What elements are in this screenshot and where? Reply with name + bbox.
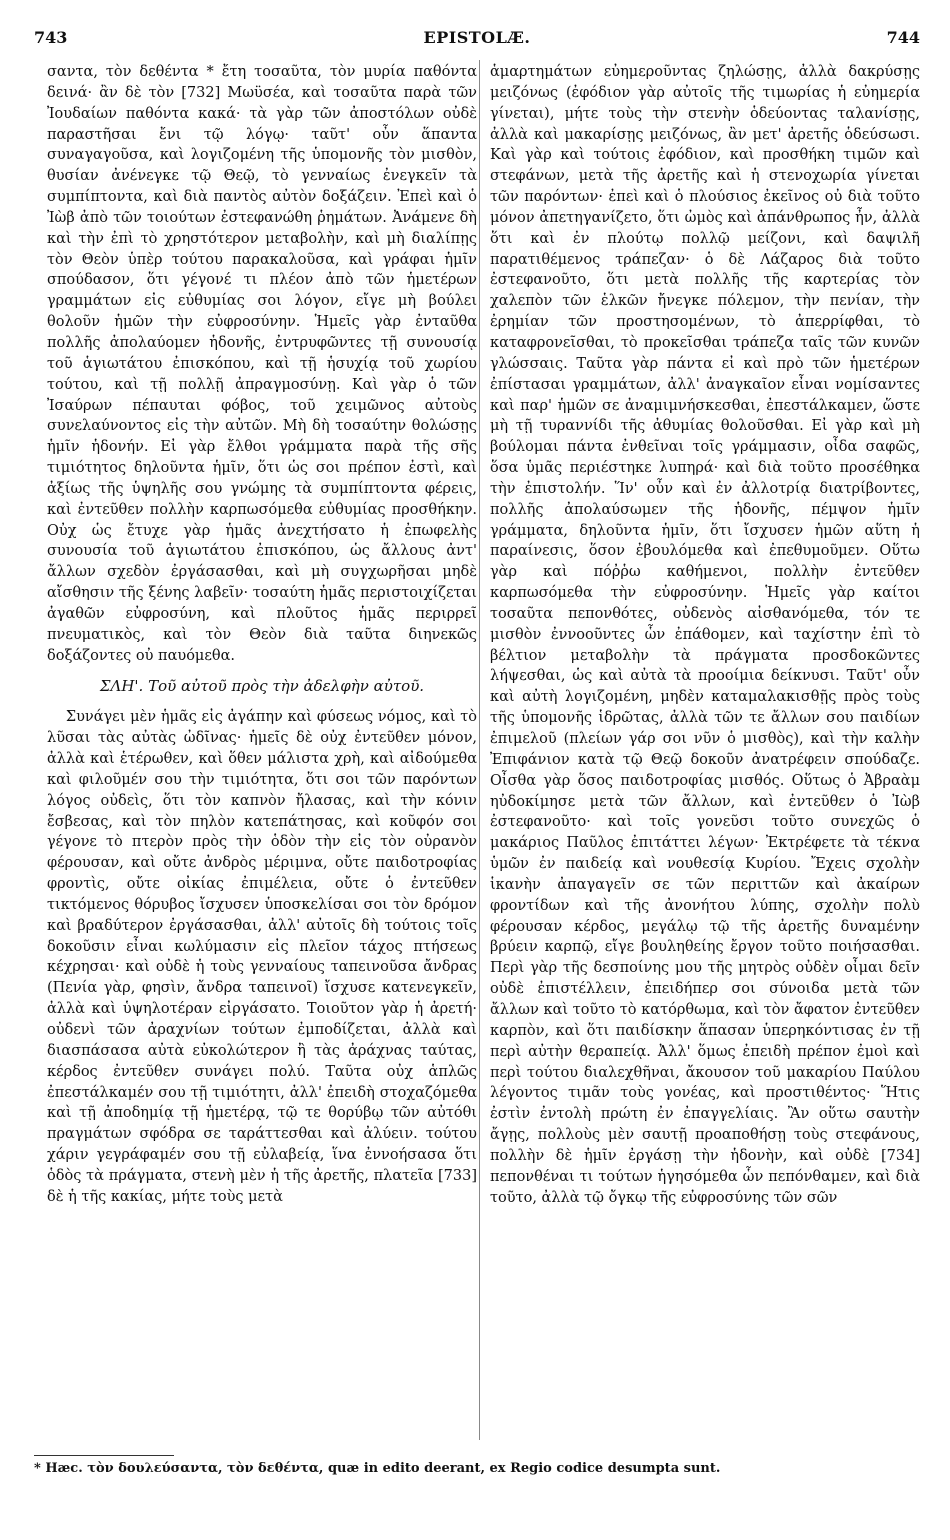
column-divider xyxy=(479,60,480,1440)
footnote-rule xyxy=(34,1455,174,1456)
footnote: * Hæc. τὸν δουλεύσαντα, τὸν δεθέντα, quæ in edito deerant, ex Regio codice desumpta sunt. xyxy=(34,1461,721,1476)
page-number-right: 744 xyxy=(886,28,920,47)
right-paragraph-1: ἁμαρτημάτων εὐημεροῦντας ζηλώσῃς, ἀλλὰ δακρύσῃς μειζόνως (ἐφόδιον γὰρ αὐτοῖς τῆς τιμωρίας ἡ εὐημερία γίνεται), μήτε τοὺς τὴν στενὴν ὁδεύοντας ταλανίσῃς, ἀλλὰ καὶ μακαρίσῃς μειζόνως, ἂν μετ' ἀρετῆς ὁδεύσωσι. Καὶ γὰρ καὶ τούτοις ἐφόδιον, καὶ προσθήκη τιμῶν καὶ στεφάνων, μετὰ τῆς ἀρετῆς καὶ ἡ στενοχωρία γίνεται τῶν παρόντων· ἐπεὶ καὶ ὁ πλούσιος ἐκεῖνος οὐ διὰ τοῦτο μόνον ἀπετηγανίζετο, ὅτι ὠμὸς καὶ ἀπάνθρωπος ἦν, ἀλλὰ ὅτι καὶ ἐν πλούτῳ πολλῷ μείζονι, καὶ δαψιλῆ παρατιθέμενος τράπεζαν· ὁ δὲ Λάζαρος διὰ τοῦτο ἐστεφανοῦτο, ὅτι μετὰ πολλῆς τῆς καρτερίας τὸν χαλεπὸν τῶν ἑλκῶν ἤνεγκε πόλεμον, τὴν πενίαν, τὴν ἐρημίαν τῶν προστησομένων, τὸ ἀπερρίφθαι, τὸ καταφρονεῖσθαι, τὸ προκεῖσθαι τράπεζα ταῖς τῶν κυνῶν γλώσσαις. Ταῦτα γὰρ πάντα εἰ καὶ πρὸ τῶν ἡμετέρων ἐπίστασαι γραμμάτων, ἀλλ' ἀναγκαῖον εἶναι νομίσαντες καὶ παρ' ἡμῶν σε ἀναμιμνήσκεσθαι, ἐπεστάλκαμεν, ὥστε μὴ τῇ τυραννίδι τῆς ἀθυμίας θολοῦσθαι. Εἰ γὰρ καὶ μὴ βούλομαι πάντα ἐνθεῖναι τοῖς γράμμασιν, οἶδα σαφῶς, ὅσα ὑμᾶς περιέστηκε λυπηρά· καὶ διὰ τοῦτο προσέθηκα τὴν ἐπιστολήν. Ἵν' οὖν καὶ ἐν ἀλλοτρίᾳ διατρίβοντες, πολλῆς ἀπολαύσωμεν τῆς ἡδονῆς, πέμψον ἡμῖν γράμματα, δηλοῦντα ἡμῖν, ὅτι ἴσχυσεν ἡμῶν αὕτη ἡ παραίνεσις, ὅσον ἐβουλόμεθα καὶ ἐπεθυμοῦμεν. Οὕτω γὰρ καὶ πόῤῥω καθήμενοι, πολλὴν ἐντεῦθεν καρπωσόμεθα τὴν εὐφροσύνην. Ἡμεῖς γὰρ καίτοι τοσαῦτα πεπονθότες, οὐδενὸς αἰσθανόμεθα, τόν τε μισθὸν ἐννοοῦντες ὧν ἐπάθομεν, καὶ ταχίστην ἐπὶ τὸ βέλτιον μεταβολὴν τὰ πράγματα προσδοκῶντες λήψεσθαι, ὡς καὶ αὐτὰ τὰ προοίμια δείκνυσι. Ταῦτ' οὖν καὶ αὐτὴ λογιζομένη, μηδὲν καταμαλακισθῇς πρὸς τοὺς τῆς ὑπομονῆς ἱδρῶτας, ἀλλὰ τῶν τε ἄλλων σου παιδίων ἐπιμελοῦ (πλείων γάρ σοι νῦν ὁ μισθὸς), καὶ τὴν καλὴν Ἐπιφάνιον κατὰ τῷ Θεῷ δοκοῦν ἀνατρέφειν σπούδαζε. Οἶσθα γὰρ ὅσος παιδοτροφίας μισθός. Οὕτως ὁ Ἀβραὰμ ηὐδοκίμησε μετὰ τῶν ἄλλων, καὶ ἐντεῦθεν ὁ Ἰὼβ ἐστεφανοῦτο· καὶ τοῖς γονεῦσι τοῦτο συνεχῶς ὁ μακάριος Παῦλος ἐπιτάττει λέγων· Ἐκτρέφετε τὰ τέκνα ὑμῶν ἐν παιδείᾳ καὶ νουθεσίᾳ Κυρίου. Ἔχεις σχολὴν ἱκανὴν ἀπαγαγεῖν σε τῶν περιττῶν καὶ ἀκαίρων φροντίδων καὶ τῆς ἀνονήτου λύπης, σχολὴν πολὺ φέρουσαν κέρδος, μεγάλῳ τῷ τῆς ἀρετῆς δυναμένην βρύειν καρπῷ, εἴγε βουληθείης ἔργον τοῦτο ποιήσασθαι. Περὶ γὰρ τῆς δεσποίνης μου τῆς μητρὸς οὐδὲν οἶμαι δεῖν οὐδὲ ἐπιστέλλειν, ἐπειδήπερ σοι σύνοιδα μετὰ τῶν ἄλλων καὶ τοῦτο τὸ κατόρθωμα, καὶ τὸν ἄφατον ἐντεῦθεν καρπὸν, καὶ ὅτι παιδίσκην ἅπασαν ὑπερηκόντισας ἐν τῇ περὶ αὐτὴν θεραπείᾳ. Ἀλλ' ὅμως ἐπειδὴ πρέπον ἐμοὶ καὶ περὶ τούτου διαλεχθῆναι, ἄκουσον τοῦ μακαρίου Παύλου λέγοντος τιμᾶν τοὺς γονέας, καὶ προστιθέντος· Ἥτις ἐστὶν ἐντολὴ πρώτη ἐν ἐπαγγελίαις. Ἂν οὕτω σαυτὴν ἄγῃς, πολλοὺς μὲν σαυτῇ προαποθήσῃ τοὺς στεφάνους, πολλὴν δὲ ἡμῖν ἐργάσῃ τὴν ἡδονὴν, καὶ οὐδὲ [734] πεπονθέναι τι τούτων ἡγησόμεθα ὧν πεπόνθαμεν, καὶ διὰ τοῦτο, ἀλλὰ τῷ ὄγκῳ τῆς εὐφροσύνης τῶν σῶν xyxy=(490,64,920,1206)
left-column xyxy=(47,62,477,1208)
right-column xyxy=(490,62,920,1208)
left-paragraph-2: Συνάγει μὲν ἡμᾶς εἰς ἀγάπην καὶ φύσεως νόμος, καὶ τὸ λῦσαι τὰς αὐτὰς ὠδῖνας· ἡμεῖς δὲ οὐχ ἐντεῦθεν μόνον, ἀλλὰ καὶ ἑτέρωθεν, καὶ ὅθεν μάλιστα χρὴ, καὶ αἰδούμεθα καὶ φιλοῦμέν σου τὴν τιμιότητα, ὅτι σοι τῶν παρόντων λόγος οὐδεὶς, ὅτι τὸν καπνὸν ἤλασας, καὶ τὴν κόνιν ἔσβεσας, καὶ τὸν πηλὸν κατεπάτησας, καὶ κοῦφόν σοι γέγονε τὸ πτερὸν πρὸς τὴν ὁδὸν τὴν εἰς τὸν οὐρανὸν φέρουσαν, καὶ οὔτε ἀνδρὸς μέριμνα, οὔτε παιδοτροφίας φροντὶς, οὔτε οἰκίας ἐπιμέλεια, οὔτε ὁ ἐντεῦθεν τικτόμενος θόρυβος ἴσχυσεν ὑποσκελίσαι σοι τὸν δρόμον καὶ βραδύτερον ἐργάσασθαι, ἀλλ' αὐτοῖς δὴ τούτοις τοῖς δοκοῦσιν εἶναι κωλύμασιν εἰς πλεῖον τάχος πτήσεως κέχρησαι· καὶ οὐδὲ ἡ τοὺς γενναίους ταπεινοῦσα ἄνδρας (Πενία γὰρ, φησὶν, ἄνδρα ταπεινοῖ) ἴσχυσε κατενεγκεῖν, ἀλλὰ καὶ ὑψηλοτέραν εἰργάσατο. Τοιοῦτον γὰρ ἡ ἀρετή· οὐδενὶ τῶν ἀραχνίων τούτων ἐμποδίζεται, ἀλλὰ καὶ διασπάσασα αὐτὰ εὐκολώτερον ἢ τὰς ἀράχνας ταύτας, κέρδος ἐντεῦθεν συνάγει πολύ. Ταῦτα οὐχ ἁπλῶς ἐπεστάλκαμέν σου τῇ τιμιότητι, ἀλλ' ἐπειδὴ στοχαζόμεθα καὶ τῇ ἀποδημίᾳ τῇ ἡμετέρᾳ, τῷ τε θορύβῳ τῶν αὐτόθι πραγμάτων σφόδρα σε ταράττεσθαι καὶ ἀλύειν. τούτου χάριν γεγράφαμέν σου τῇ εὐλαβείᾳ, ἵνα ἐννοήσασα ὅτι ὁδὸς τὰ πράγματα, στενὴ μὲν ἡ τῆς ἀρετῆς, πλατεῖα [733] δὲ ἡ τῆς κακίας, μήτε τοὺς μετὰ xyxy=(47,709,477,1205)
page-number-left: 743 xyxy=(34,28,68,47)
section-heading: ΣΛΗ'. Τοῦ αὐτοῦ πρὸς τὴν ἀδελφὴν αὐτοῦ. xyxy=(99,677,425,696)
page-header xyxy=(34,28,920,54)
running-title: EPISTOLÆ. xyxy=(423,28,531,47)
left-paragraph-1: σαντα, τὸν δεθέντα * ἔτη τοσαῦτα, τὸν μυρία παθόντα δεινά· ἂν δὲ τὸν [732] Μωϋσέα, καὶ τοσαῦτα παρὰ τῶν Ἰουδαίων παθόντα κακά· τὰ γὰρ τῶν ἀποστόλων οὐδὲ παραστῆσαι ἔνι τῷ λόγῳ· ταῦτ' οὖν ἅπαντα συναγαγοῦσα, καὶ λογιζομένη τῆς ὑπομονῆς τὸν μισθὸν, θυσίαν ἀνένεγκε τῷ Θεῷ, τὸ γενναίως ἐνεγκεῖν τὰ συμπίπτοντα, καὶ διὰ παντὸς αὐτὸν δοξάζειν. Ἐπεὶ καὶ ὁ Ἰὼβ ἀπὸ τῶν τοιούτων ἐστεφανώθη ῥημάτων. Ἀνάμενε δὴ καὶ τὴν ἐπὶ τὸ χρηστότερον μεταβολὴν, καὶ μὴ διαλίπῃς τὸν Θεὸν ὑπὲρ τούτου παρακαλοῦσα, καὶ γράφαι ἡμῖν σπούδασον, ὅτι γέγονέ τι πλέον ἀπὸ τῶν ἡμετέρων γραμμάτων εἰς εὐθυμίας σοι λόγον, εἴγε μὴ βούλει θολοῦν ἡμῶν τὴν εὐφροσύνην. Ἡμεῖς γὰρ ἐνταῦθα πολλῆς ἀπολαύομεν ἡδονῆς, ἐντρυφῶντες τῇ συνουσίᾳ τοῦ ἁγιωτάτου ἐπισκόπου, καὶ τῇ ἡσυχίᾳ τοῦ χωρίου τούτου, καὶ τῇ πολλῇ ἀπραγμοσύνῃ. Καὶ γὰρ ὁ τῶν Ἰσαύρων πέπαυται φόβος, τοῦ χειμῶνος αὐτοὺς συνελαύνοντος εἰς τὴν αὐτῶν. Μὴ δὴ τοσαύτην θολώσῃς ἡμῖν ἡδονήν. Εἰ γὰρ ἔλθοι γράμματα παρὰ τῆς σῆς τιμιότητος δηλοῦντα ἡμῖν, ὅτι ὡς σοι πρέπον ἐστὶ, καὶ ἀξίως τῆς ὑψηλῆς σου γνώμης τὰ συμπίπτοντα φέρεις, καὶ ἐντεῦθεν πολλὴν καρπωσόμεθα εὐθυμίας προσθήκην. Οὐχ ὡς ἔτυχε γὰρ ἡμᾶς ἀνεχτήσατο ἡ ἐπωφελὴς συνουσία τοῦ ἁγιωτάτου ἐπισκόπου, ὡς ἄλλους ἀντ' ἄλλων σχεδὸν ἐργάσασθαι, καὶ μὴ συγχωρῆσαι μηδὲ αἴσθησιν τῆς ξένης λαβεῖν· τοσαύτη ἡμᾶς περιστοιχίζεται ἀγαθῶν εὐφροσύνη, καὶ πλοῦτος ἡμᾶς περιρρεῖ πνευματικὸς, καὶ τὸν Θεὸν διὰ ταῦτα διηνεκῶς δοξάζοντες οὐ παυόμεθα. xyxy=(47,64,477,664)
